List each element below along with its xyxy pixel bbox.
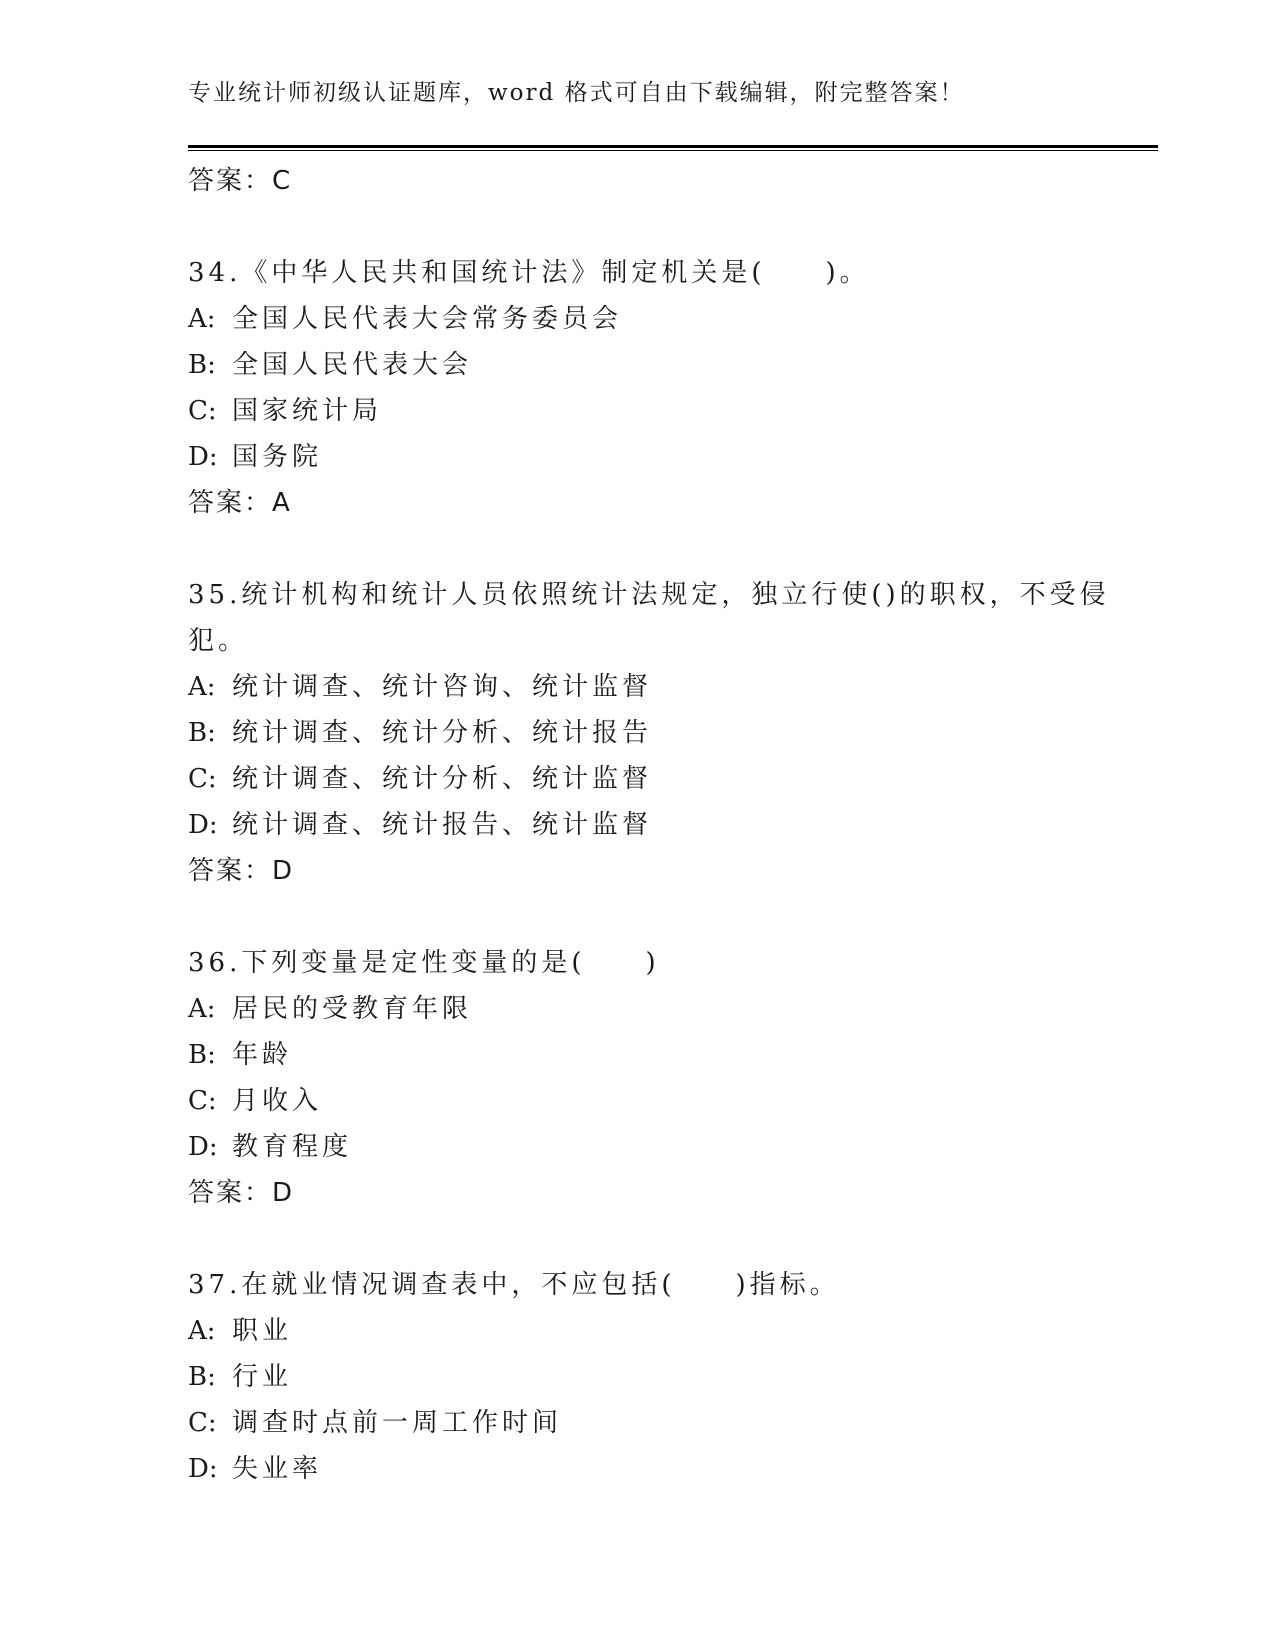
option-key: C: (188, 1408, 217, 1438)
option-key: B: (188, 1362, 216, 1392)
option-b (188, 710, 1088, 756)
option-key: C: (188, 1086, 217, 1116)
answer: 答案：D (188, 1178, 295, 1208)
option-key: B: (188, 1040, 216, 1070)
option-c (188, 1078, 1088, 1124)
option-text: 全国人民代表大会 (232, 350, 473, 380)
header-rule-thin (188, 150, 1158, 151)
option-key: B: (188, 718, 216, 748)
option-a (188, 1308, 1088, 1354)
option-key: C: (188, 764, 217, 794)
option-text: 职业 (232, 1316, 293, 1346)
option-c (188, 388, 1088, 434)
question-list (188, 158, 1110, 1492)
option-key: D: (188, 1132, 218, 1162)
page-header: 专业统计师初级认证题库，word 格式可自由下载编辑，附完整答案！ (188, 80, 965, 106)
option-key: D: (188, 810, 218, 840)
option-text: 国务院 (232, 442, 323, 472)
header-rule-thick (188, 145, 1158, 148)
option-key: D: (188, 1454, 218, 1484)
option-text: 行业 (232, 1362, 293, 1392)
question-37 (188, 1262, 1088, 1492)
option-key: C: (188, 396, 217, 426)
option-key: A: (188, 994, 216, 1024)
option-a (188, 296, 1088, 342)
option-c (188, 756, 1088, 802)
option-text: 国家统计局 (232, 396, 383, 426)
question-stem-line2: 犯。 (188, 626, 249, 656)
option-a (188, 986, 1088, 1032)
option-d (188, 434, 1088, 480)
option-text: 失业率 (232, 1454, 323, 1484)
option-text: 统计调查、统计分析、统计报告 (232, 718, 653, 748)
question-stem: 37.在就业情况调查表中，不应包括( )指标。 (188, 1270, 840, 1300)
option-text: 全国人民代表大会常务委员会 (232, 304, 623, 334)
option-d (188, 1446, 1088, 1492)
option-text: 年龄 (232, 1040, 293, 1070)
option-text: 统计调查、统计分析、统计监督 (232, 764, 653, 794)
question-stem: 34.《中华人民共和国统计法》制定机关是( )。 (188, 258, 870, 288)
option-c (188, 1400, 1088, 1446)
question-36 (188, 940, 1088, 1216)
question-stem: 36.下列变量是定性变量的是( ) (188, 948, 660, 978)
option-text: 月收入 (232, 1086, 323, 1116)
option-b (188, 1032, 1088, 1078)
option-text: 统计调查、统计报告、统计监督 (232, 810, 653, 840)
option-key: A: (188, 672, 216, 702)
option-key: D: (188, 442, 218, 472)
option-text: 教育程度 (232, 1132, 353, 1162)
option-key: B: (188, 350, 216, 380)
answer: 答案：A (188, 488, 292, 518)
question-34 (188, 250, 1088, 526)
option-d (188, 802, 1088, 848)
option-key: A: (188, 304, 216, 334)
option-d (188, 1124, 1088, 1170)
option-b (188, 1354, 1088, 1400)
option-text: 居民的受教育年限 (232, 994, 473, 1024)
question-stem-line1: 35.统计机构和统计人员依照统计法规定，独立行使()的职权，不受侵 (188, 580, 1110, 610)
option-key: A: (188, 1316, 216, 1346)
option-text: 调查时点前一周工作时间 (232, 1408, 563, 1438)
answer: 答案：D (188, 856, 295, 886)
option-a (188, 664, 1088, 710)
option-b (188, 342, 1088, 388)
answer-prev: 答案：C (188, 166, 293, 196)
question-35 (188, 572, 1110, 894)
option-text: 统计调查、统计咨询、统计监督 (232, 672, 653, 702)
